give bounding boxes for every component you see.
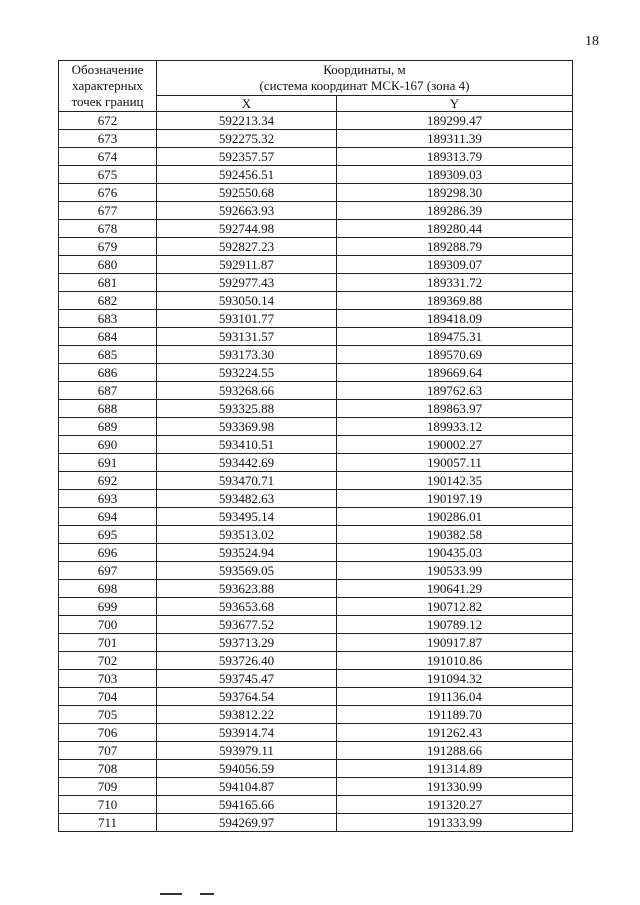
point-id-cell: 673: [59, 130, 157, 148]
y-coordinate-cell: 190002.27: [337, 436, 573, 454]
point-id-cell: 679: [59, 238, 157, 256]
x-coordinate-cell: 594165.66: [157, 796, 337, 814]
table-row: [59, 796, 573, 814]
x-coordinate-cell: 592456.51: [157, 166, 337, 184]
y-coordinate-cell: 189475.31: [337, 328, 573, 346]
y-coordinate-cell: 189933.12: [337, 418, 573, 436]
y-coordinate-cell: 189286.39: [337, 202, 573, 220]
y-coordinate-cell: 189762.63: [337, 382, 573, 400]
point-id-cell: 672: [59, 112, 157, 130]
table-row: [59, 742, 573, 760]
x-coordinate-cell: 593764.54: [157, 688, 337, 706]
y-coordinate-cell: 190382.58: [337, 526, 573, 544]
point-id-cell: 707: [59, 742, 157, 760]
y-coordinate-cell: 191320.27: [337, 796, 573, 814]
table-row: [59, 184, 573, 202]
point-id-cell: 699: [59, 598, 157, 616]
x-coordinate-cell: 594056.59: [157, 760, 337, 778]
y-coordinate-cell: 189299.47: [337, 112, 573, 130]
x-coordinate-cell: 593131.57: [157, 328, 337, 346]
y-coordinate-cell: 190641.29: [337, 580, 573, 598]
table-row: [59, 760, 573, 778]
y-coordinate-cell: 189280.44: [337, 220, 573, 238]
x-coordinate-cell: 592827.23: [157, 238, 337, 256]
table-row: [59, 310, 573, 328]
y-coordinate-cell: 189298.30: [337, 184, 573, 202]
point-id-cell: 687: [59, 382, 157, 400]
point-id-cell: 682: [59, 292, 157, 310]
y-coordinate-cell: 191189.70: [337, 706, 573, 724]
x-coordinate-cell: 592911.87: [157, 256, 337, 274]
point-id-cell: 694: [59, 508, 157, 526]
point-id-cell: 705: [59, 706, 157, 724]
x-coordinate-cell: 592275.32: [157, 130, 337, 148]
point-id-cell: 711: [59, 814, 157, 832]
x-coordinate-cell: 593979.11: [157, 742, 337, 760]
point-id-cell: 692: [59, 472, 157, 490]
table-row: [59, 112, 573, 130]
x-column-header: X: [157, 96, 337, 112]
x-coordinate-cell: 593677.52: [157, 616, 337, 634]
x-coordinate-cell: 593482.63: [157, 490, 337, 508]
x-coordinate-cell: 593513.02: [157, 526, 337, 544]
x-coordinate-cell: 593470.71: [157, 472, 337, 490]
points-column-header: [59, 61, 157, 112]
point-id-cell: 685: [59, 346, 157, 364]
point-id-cell: 683: [59, 310, 157, 328]
point-id-cell: 703: [59, 670, 157, 688]
y-coordinate-cell: 189313.79: [337, 148, 573, 166]
table-row: [59, 166, 573, 184]
table-row: [59, 580, 573, 598]
x-coordinate-cell: 593623.88: [157, 580, 337, 598]
point-id-cell: 681: [59, 274, 157, 292]
point-id-cell: 700: [59, 616, 157, 634]
x-coordinate-cell: 593495.14: [157, 508, 337, 526]
point-id-cell: 691: [59, 454, 157, 472]
table-row: [59, 148, 573, 166]
y-coordinate-cell: 190286.01: [337, 508, 573, 526]
table-row: [59, 436, 573, 454]
y-coordinate-cell: 189331.72: [337, 274, 573, 292]
x-coordinate-cell: 593745.47: [157, 670, 337, 688]
table-row: [59, 292, 573, 310]
x-coordinate-cell: 592663.93: [157, 202, 337, 220]
x-coordinate-cell: 593173.30: [157, 346, 337, 364]
table-row: [59, 130, 573, 148]
y-coordinate-cell: 189369.88: [337, 292, 573, 310]
table-row: [59, 382, 573, 400]
table-row: [59, 202, 573, 220]
x-coordinate-cell: 593224.55: [157, 364, 337, 382]
y-coordinate-cell: 190435.03: [337, 544, 573, 562]
table-row: [59, 400, 573, 418]
y-coordinate-cell: 189863.97: [337, 400, 573, 418]
x-coordinate-cell: 593369.98: [157, 418, 337, 436]
table-row: [59, 220, 573, 238]
point-id-cell: 677: [59, 202, 157, 220]
y-coordinate-cell: 191314.89: [337, 760, 573, 778]
x-coordinate-cell: 592357.57: [157, 148, 337, 166]
points-header-line: точек границ: [71, 94, 144, 109]
point-id-cell: 697: [59, 562, 157, 580]
y-coordinate-cell: 191094.32: [337, 670, 573, 688]
y-coordinate-cell: 190197.19: [337, 490, 573, 508]
x-coordinate-cell: 593410.51: [157, 436, 337, 454]
table-row: [59, 508, 573, 526]
table-row: [59, 364, 573, 382]
point-id-cell: 706: [59, 724, 157, 742]
table-row: [59, 544, 573, 562]
table-row: [59, 490, 573, 508]
point-id-cell: 688: [59, 400, 157, 418]
table-row: [59, 238, 573, 256]
y-coordinate-cell: 190712.82: [337, 598, 573, 616]
y-coordinate-cell: 190057.11: [337, 454, 573, 472]
point-id-cell: 684: [59, 328, 157, 346]
x-coordinate-cell: 592550.68: [157, 184, 337, 202]
x-coordinate-cell: 593653.68: [157, 598, 337, 616]
table-row: [59, 616, 573, 634]
table-row: [59, 634, 573, 652]
x-coordinate-cell: 594269.97: [157, 814, 337, 832]
table-row: [59, 526, 573, 544]
x-coordinate-cell: 593325.88: [157, 400, 337, 418]
point-id-cell: 696: [59, 544, 157, 562]
y-coordinate-cell: 190917.87: [337, 634, 573, 652]
table-body: [59, 112, 573, 832]
table-row: [59, 562, 573, 580]
coordinates-header-line: (система координат МСК-167 (зона 4): [259, 78, 470, 93]
y-coordinate-cell: 189418.09: [337, 310, 573, 328]
y-coordinate-cell: 189669.64: [337, 364, 573, 382]
x-coordinate-cell: 593101.77: [157, 310, 337, 328]
x-coordinate-cell: 594104.87: [157, 778, 337, 796]
y-coordinate-cell: 191262.43: [337, 724, 573, 742]
x-coordinate-cell: 592744.98: [157, 220, 337, 238]
table-row: [59, 598, 573, 616]
point-id-cell: 695: [59, 526, 157, 544]
table-row: [59, 670, 573, 688]
footer-marks: [160, 893, 220, 896]
point-id-cell: 702: [59, 652, 157, 670]
point-id-cell: 690: [59, 436, 157, 454]
table-row: [59, 418, 573, 436]
y-coordinate-cell: 191136.04: [337, 688, 573, 706]
table-row: [59, 688, 573, 706]
x-coordinate-cell: 593812.22: [157, 706, 337, 724]
x-coordinate-cell: 593726.40: [157, 652, 337, 670]
point-id-cell: 704: [59, 688, 157, 706]
point-id-cell: 689: [59, 418, 157, 436]
y-coordinate-cell: 191288.66: [337, 742, 573, 760]
point-id-cell: 710: [59, 796, 157, 814]
page-number: 18: [585, 34, 599, 49]
coordinates-table: [58, 60, 573, 832]
y-coordinate-cell: 189288.79: [337, 238, 573, 256]
x-coordinate-cell: 592213.34: [157, 112, 337, 130]
table-row: [59, 706, 573, 724]
point-id-cell: 680: [59, 256, 157, 274]
x-coordinate-cell: 592977.43: [157, 274, 337, 292]
y-coordinate-cell: 191010.86: [337, 652, 573, 670]
point-id-cell: 678: [59, 220, 157, 238]
table-row: [59, 778, 573, 796]
y-coordinate-cell: 189309.03: [337, 166, 573, 184]
point-id-cell: 709: [59, 778, 157, 796]
table-row: [59, 814, 573, 832]
x-coordinate-cell: 593268.66: [157, 382, 337, 400]
y-coordinate-cell: 191330.99: [337, 778, 573, 796]
point-id-cell: 693: [59, 490, 157, 508]
point-id-cell: 674: [59, 148, 157, 166]
point-id-cell: 686: [59, 364, 157, 382]
coordinates-header-line: Координаты, м: [323, 62, 406, 77]
table-row: [59, 652, 573, 670]
table-row: [59, 274, 573, 292]
x-coordinate-cell: 593050.14: [157, 292, 337, 310]
x-coordinate-cell: 593914.74: [157, 724, 337, 742]
point-id-cell: 701: [59, 634, 157, 652]
x-coordinate-cell: 593442.69: [157, 454, 337, 472]
y-coordinate-cell: 190789.12: [337, 616, 573, 634]
table-row: [59, 256, 573, 274]
y-coordinate-cell: 190142.35: [337, 472, 573, 490]
x-coordinate-cell: 593524.94: [157, 544, 337, 562]
table-row: [59, 472, 573, 490]
coordinates-header: [157, 61, 573, 96]
y-coordinate-cell: 190533.99: [337, 562, 573, 580]
x-coordinate-cell: 593569.05: [157, 562, 337, 580]
table-row: [59, 454, 573, 472]
point-id-cell: 698: [59, 580, 157, 598]
points-header-line: характерных: [72, 78, 143, 93]
y-coordinate-cell: 191333.99: [337, 814, 573, 832]
y-coordinate-cell: 189309.07: [337, 256, 573, 274]
y-column-header: Y: [337, 96, 573, 112]
point-id-cell: 675: [59, 166, 157, 184]
point-id-cell: 708: [59, 760, 157, 778]
table-row: [59, 346, 573, 364]
y-coordinate-cell: 189570.69: [337, 346, 573, 364]
x-coordinate-cell: 593713.29: [157, 634, 337, 652]
table-row: [59, 724, 573, 742]
y-coordinate-cell: 189311.39: [337, 130, 573, 148]
table-row: [59, 328, 573, 346]
points-header-line: Обозначение: [71, 62, 144, 77]
point-id-cell: 676: [59, 184, 157, 202]
